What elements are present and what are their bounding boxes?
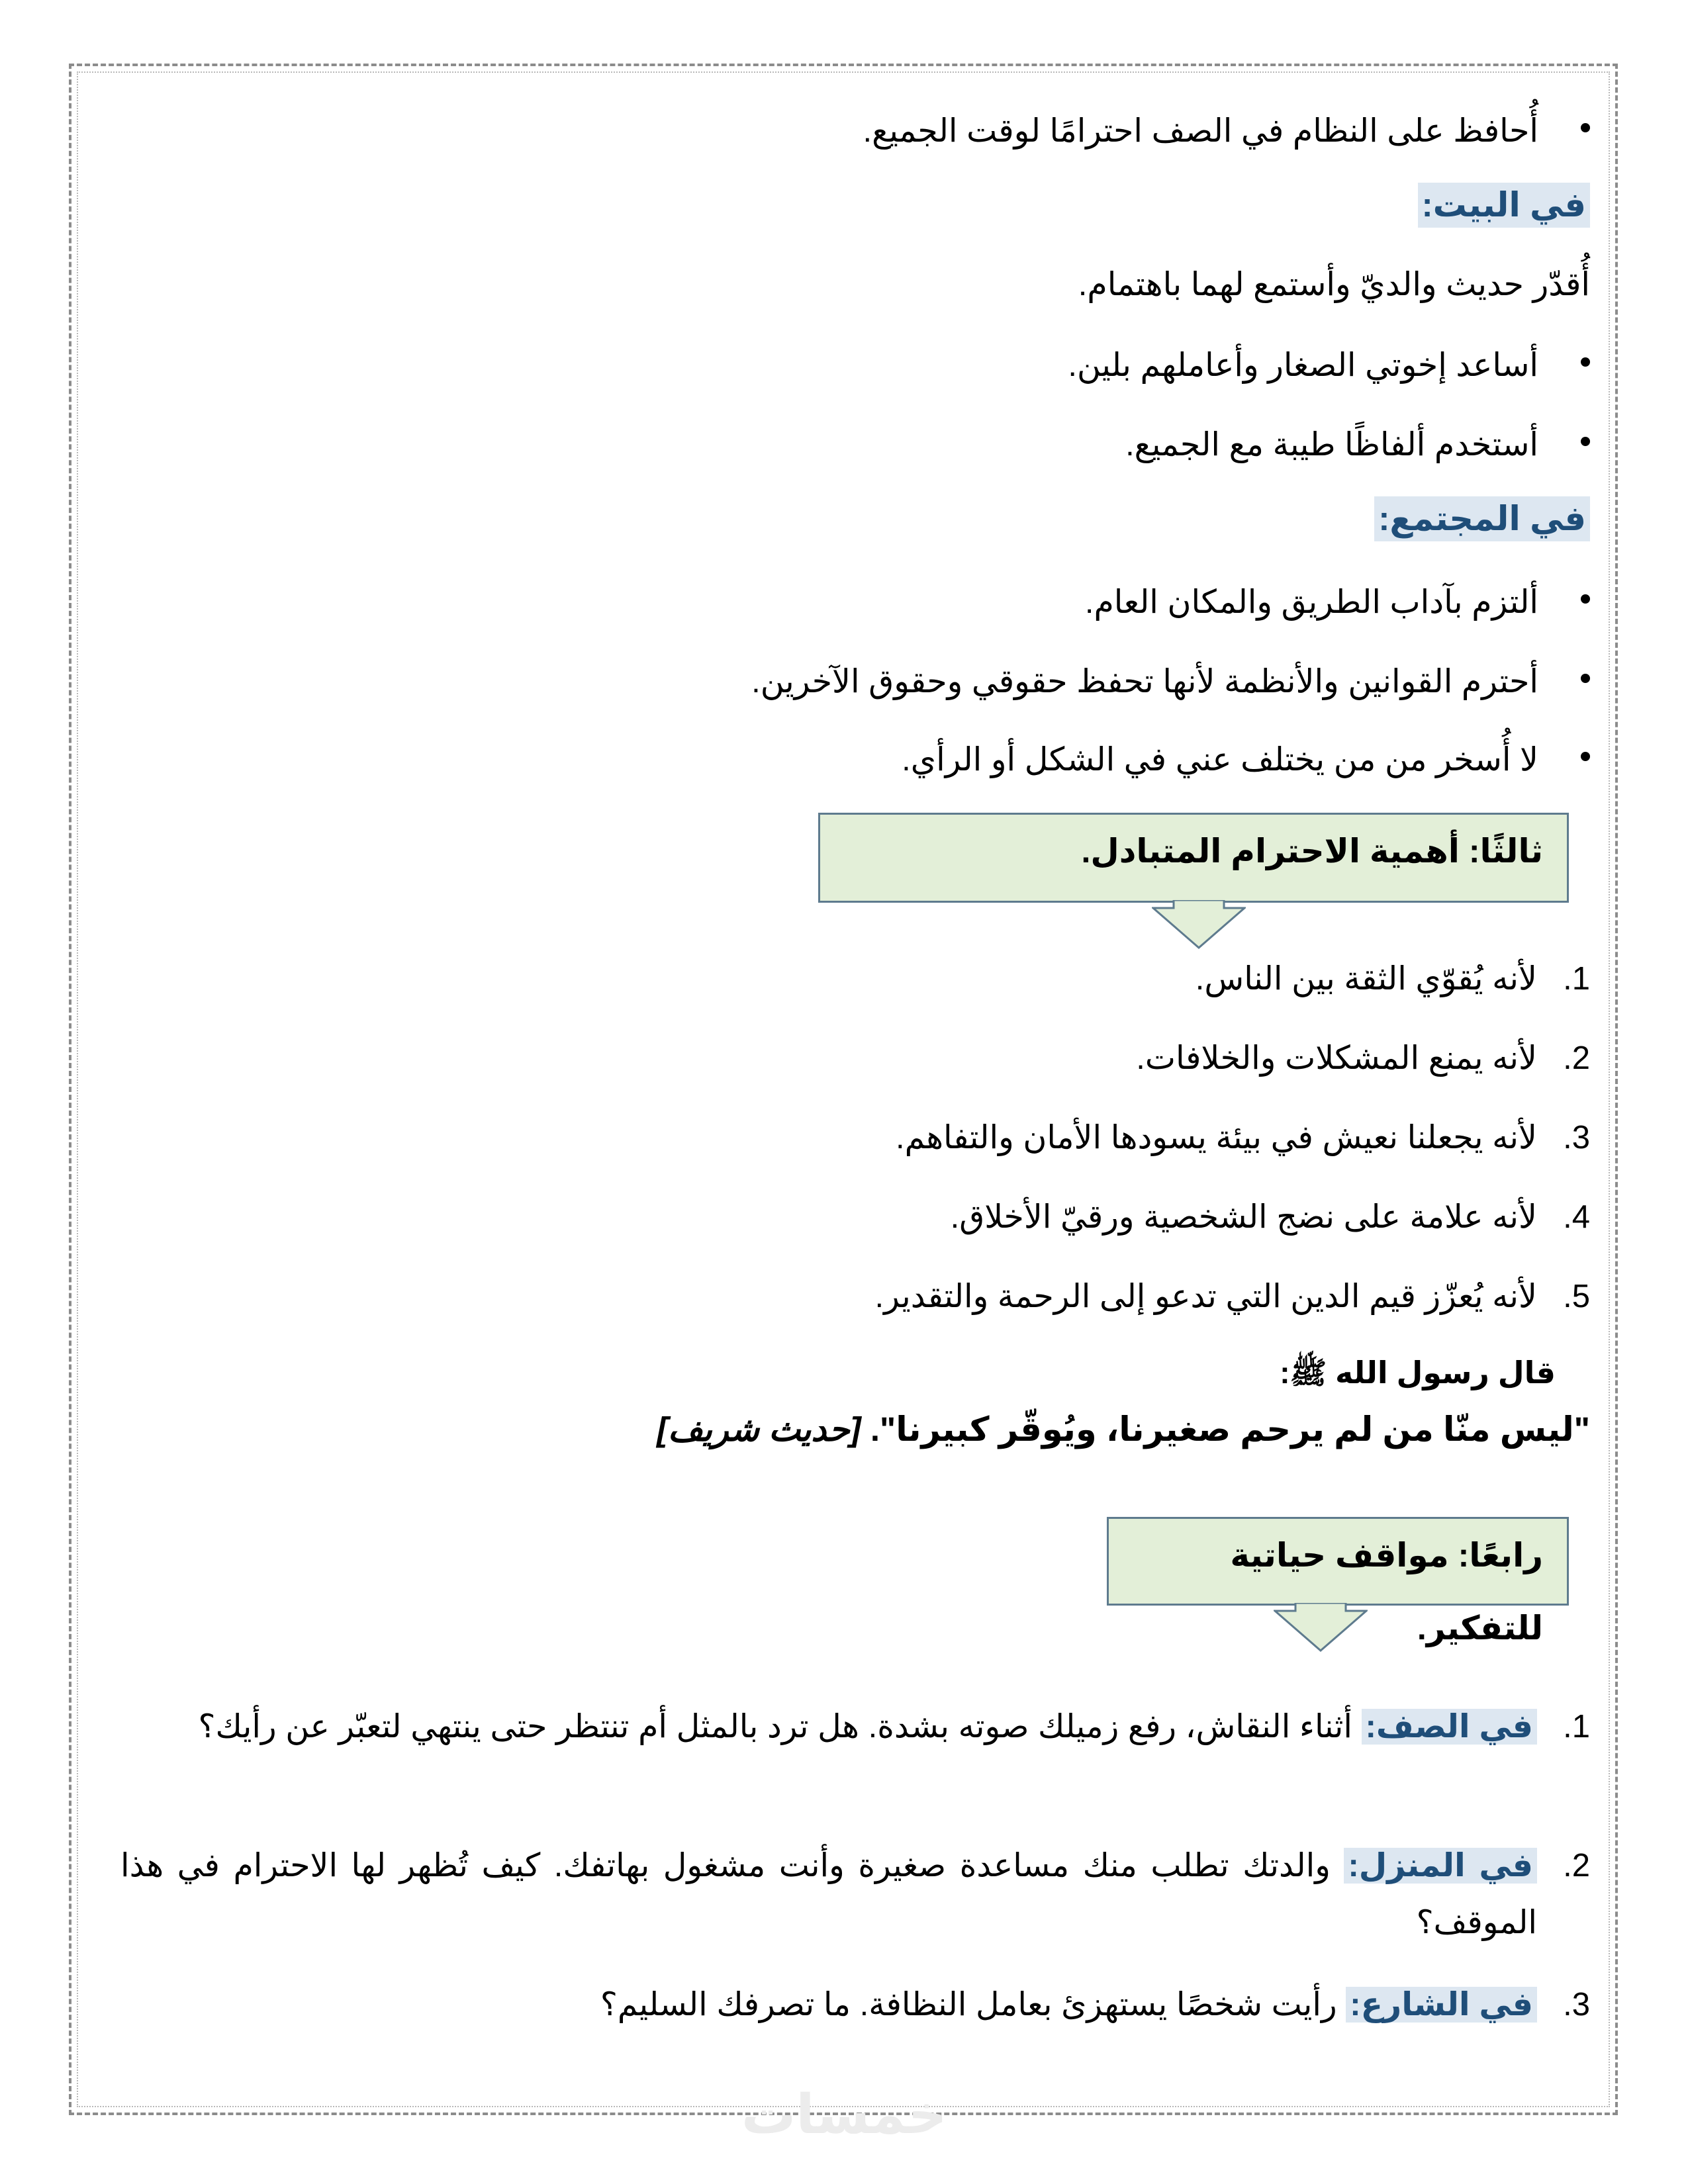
list-item: أستخدم ألفاظًا طيبة مع الجميع. [1125,425,1590,465]
home-intro: أُقدّر حديث والديّ وأستمع لهما باهتمام. [1078,267,1590,302]
callout-title: رابعًا: مواقف حياتية للتفكير. [1230,1537,1543,1647]
callout-title: ثالثًا: أهمية الاحترام المتبادل. [1081,833,1543,870]
situation-label: في الصف: [1362,1709,1537,1745]
hadith-intro: قال رسول الله ﷺ: [1280,1355,1556,1390]
bullet-dot [1581,357,1590,367]
community-heading: في المجتمع: [1374,496,1590,541]
importance-callout [818,813,1569,903]
situation-item-1: 1. في الصف: أثناء النقاش، رفع زميلك صوته بشدة. هل ترد بالمثل أم تنتظر حتى ينتهي لتعبّر عن رأيك؟ [198,1709,1590,1745]
importance-item-3: 3. لأنه يجعلنا نعيش في بيئة يسودها الأمان والتفاهم. [895,1120,1590,1156]
hadith-source: [حديث شريف] [657,1410,861,1448]
importance-item-1: 1. لأنه يُقوّي الثقة بين الناس. [1195,961,1590,997]
situation-label: في المنزل: [1344,1848,1537,1884]
importance-item-4: 4. لأنه علامة على نضج الشخصية ورقيّ الأخلاق. [950,1199,1590,1235]
hadith-text [657,1410,1590,1449]
bullet-dot [1581,123,1590,132]
situation-label: في الشارع: [1346,1987,1537,2023]
watermark-logo: خمسات [741,2085,947,2145]
list-item: ألتزم بآداب الطريق والمكان العام. [1085,582,1590,622]
bullet-dot [1581,752,1590,761]
situations-callout [1107,1517,1569,1647]
importance-item-2: 2. لأنه يمنع المشكلات والخلافات. [1136,1040,1590,1076]
importance-item-5: 5. لأنه يُعزّز قيم الدين التي تدعو إلى الرحمة والتقدير. [874,1279,1590,1314]
down-arrow-icon [1274,1603,1368,1653]
list-item: أُحافظ على النظام في الصف احترامًا لوقت الجميع. [863,111,1590,151]
hadith-quote: "ليس منّا من لم يرحم صغيرنا، ويُوقّر كبيرنا". [870,1410,1590,1448]
situation-item-2: 2. في المنزل: والدتك تطلب منك مساعدة صغيرة وأنت مشغول بهاتفك. كيف تُظهر لها الاحترام في هذا الموقف؟ [120,1848,1590,1940]
bullet-dot [1581,594,1590,604]
list-item: أساعد إخوتي الصغار وأعاملهم بلين. [1068,345,1590,385]
bullet-dot [1581,437,1590,446]
down-arrow-icon [1152,900,1246,950]
situation-item-3: 3. في الشارع: رأيت شخصًا يستهزئ بعامل النظافة. ما تصرفك السليم؟ [600,1987,1590,2023]
bullet-dot [1581,674,1590,683]
list-item: أحترم القوانين والأنظمة لأنها تحفظ حقوقي وحقوق الآخرين. [751,662,1590,702]
list-item: لا أُسخر من من يختلف عني في الشكل أو الرأي. [902,740,1590,780]
home-heading: في البيت: [1418,183,1590,228]
